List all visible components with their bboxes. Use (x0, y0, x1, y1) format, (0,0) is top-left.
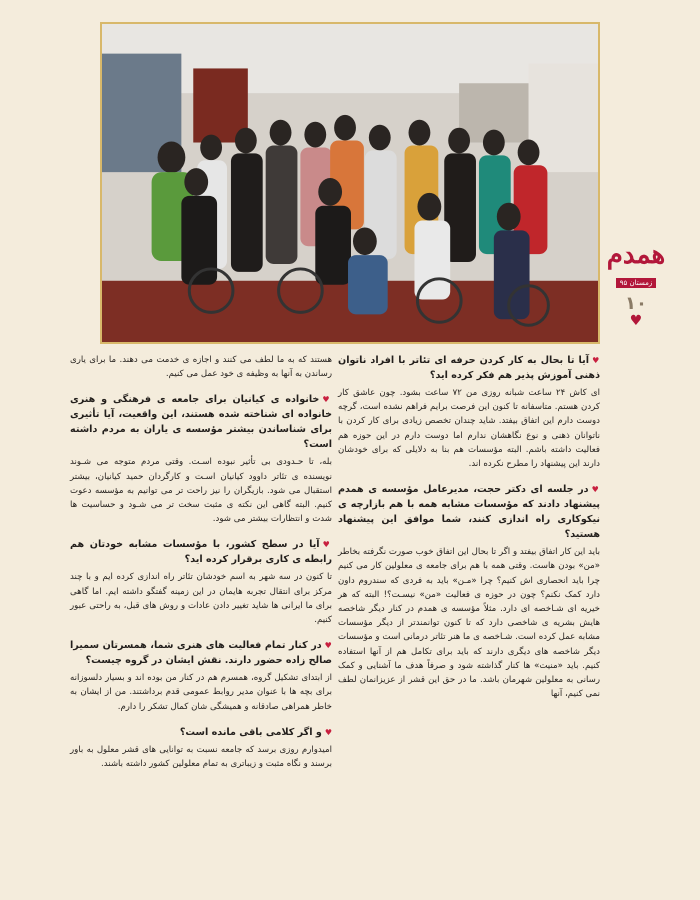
answer: ای کاش ۲۴ ساعت شبانه روزی من ۷۲ ساعت بشود. چون عاشق کار کردن هستم. متاسفانه تا کنون این فرصت برایم فراهم نشده است، گرچه دوست دارم این اتفاق بیفتد. شاید چندان تخصص زیادی برای کار کردن با ناتوانان ذهنی و نوع نگاهشان ندارم اما دوست دارم در این حوزه هم فعالیت داشته باشم. البته مؤسسات هم بنا به دلایلی که برای خودشان دارند این پیشنهاد را مطرح نکرده اند. (338, 388, 601, 470)
heart-icon: ♥ (629, 313, 643, 329)
right-column (338, 353, 600, 712)
question: ♥در جلسه ای دکتر حجت، مدیرعامل مؤسسه ی همدم پیشنهاد دادند که مؤسسات مشابه همه با هم بازارچه ی نیکوکاری راه اندازی کنند، شما موافق این پیشنهاد هستید؟ (338, 484, 601, 541)
group-photo (100, 22, 600, 344)
answer: امیدوارم روزی برسد که جامعه نسبت به توانایی های قشر معلول به باور برسند و نگاه مثبت و زیباتری به تمام معلولین کشور داشته باشند. (70, 744, 332, 770)
qa-block (70, 392, 332, 526)
heart-icon: ♥ (591, 485, 601, 495)
page-number: ۱۰ (625, 293, 647, 314)
magazine-logo (606, 240, 666, 340)
answer: باید این کار اتفاق بیفتد و اگر تا بحال این اتفاق خوب صورت نگرفته بخاطر «من» بودن هاست. وقتی همه با هم برای جامعه ی معلولین کار می کنیم چرا باید انحصاری اش کنیم؟ چرا «مـن» باید به فردی که سندروم داون دارد کمک نکنم؟ چون در حوزه ی فعالیت «من» نیسـت؟! البته که هر خیریه ای شـاخصه ای دارد. مثلاً مؤسسه ی همدم در کنار دیگر شاخصه هایش بشریه ی شاخصی دارد که تا کنون توانمندتر از دیگر مؤسسات مشابه عمل کرده است. شـاخصه ی ما هنر تئاتر درمانی است و مؤسسات دیگر شاخصه های دیگری دارند که باید برای تکامل هم از آنها استفاده کنیم. باید «منیت» ها کنار گذاشته شود و صرفاً هدف ما آشنایی و کمک رسانی به معلولین شهرمان باشد. ما در حق این قشر از عزیزانمان لطف نمی کنیم، آنها (338, 547, 600, 700)
qa-block (70, 725, 332, 771)
left-column (70, 353, 332, 782)
group-photo-icon (102, 24, 598, 342)
heart-icon: ♥ (322, 540, 333, 550)
qa-block (70, 537, 332, 627)
heart-icon: ♥ (322, 395, 332, 405)
question: ♥خانواده ی کیانیان برای جامعه ی فرهنگی و هنری خانواده ای شناخته شده هستند، این واقعیت، آیا تأثیری برای شناساندن بیشتر مؤسسه ی یاران به مردم داشته است؟ (70, 394, 332, 451)
answer: تا کنون در سه شهر به اسم خودشان تئاتر راه اندازی کرده ایم و با چند مرکز برای انتقال تجربه هایمان در این زمینه گفتگو داشته ایم. اما گاهی برای ما ایرانی ها شاید تغییر دادن عادات و روش های قبل، به راحتی عبور کنیم. (70, 572, 332, 626)
issue-season: زمستان ۹۵ (616, 278, 657, 288)
heart-icon: ♥ (592, 356, 600, 365)
heart-icon: ♥ (324, 641, 332, 651)
question: ♥و اگر کلامی باقی مانده است؟ (179, 726, 332, 738)
qa-block (338, 353, 600, 471)
answer-continued: هستند که به ما لطف می کنند و اجازه ی خدمت می دهند. ما برای یاری رساندن به آنها به وظیفه ی خود عمل می کنیم. (70, 355, 332, 380)
answer: بله، تا حـدودی بی تأثیر نبوده اسـت. وقتی مردم متوجه می شـوند نویسنده ی تئاتر داوود کیانیان اسـت و کارگردان حمید کیانیان، بیشتر استقبال می شود. بازیگران را نیز راحت تر می توانیم به مؤسسه دعوت کنیم. البته گاهی این نکته ی مثبت سخت تر می شـود و حساسیت ها شدت و انتظارات بیشتر می شود. (70, 457, 332, 525)
qa-block (70, 638, 332, 714)
heart-icon: ♥ (324, 727, 332, 737)
answer: از ابتدای تشکیل گروه، همسرم هم در کنار من بوده اند و بسیار دلسوزانه برای بچه ها با عنوان مدیر روابط عمومی قدم برداشتند. من از ایشان به خاطر همراهی صادقانه و همیشگی شان کمال تشکر را دارم. (70, 673, 332, 712)
question: ♥در کنار تمام فعالیت های هنری شما، همسرتان سمیرا صالح زاده حضور دارند. نقش ایشان در گروه چیست؟ (70, 640, 332, 667)
qa-block (338, 482, 600, 701)
logo-word: همدم (606, 240, 666, 270)
question: ♥آیا تا بحال به کار کردن حرفه ای تئاتر با افراد ناتوان ذهنی آموزش پذیر هم فکر کرده اید؟ (338, 355, 600, 381)
question: ♥آیا در سطح کشور، با مؤسسات مشابه خودتان هم رابطه ی کاری برقرار کرده اید؟ (70, 539, 333, 566)
